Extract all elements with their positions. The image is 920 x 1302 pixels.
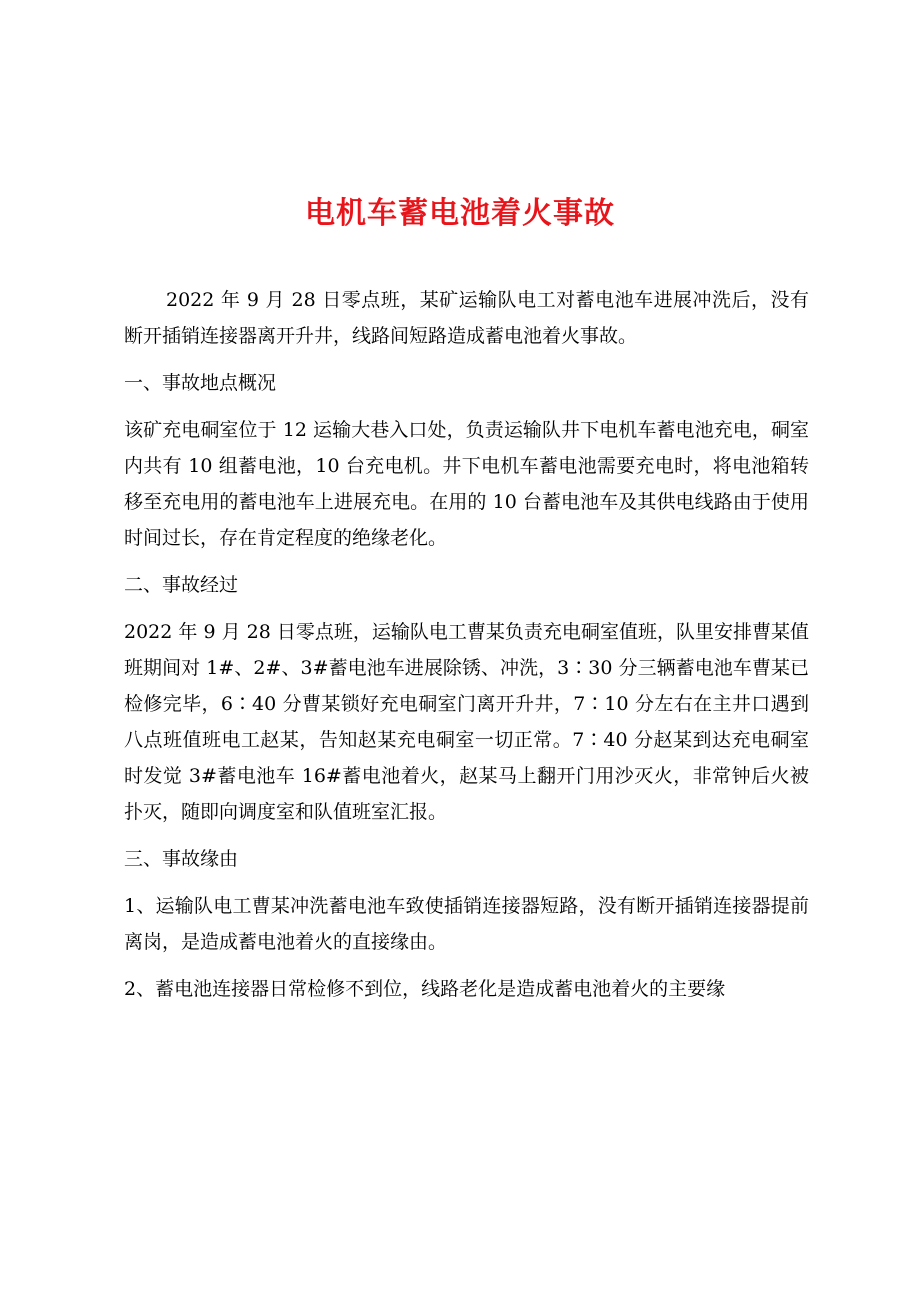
document-title: 电机车蓄电池着火事故 [305, 196, 615, 231]
location-paragraph: 该矿充电硐室位于 12 运输大巷入口处，负责运输队井下电机车蓄电池充电，硐室内共有 10 组蓄电池，10 台充电机。井下电机车蓄电池需要充电时，将电池箱转移至充电用的蓄电池车上进展充电。在用的 10 台蓄电池车及其供电线路由于使用时间过长，存在肯定程度的绝缘老化。 [124, 419, 809, 549]
section-heading-cause: 三、事故缘由 [124, 848, 239, 870]
cause-item-1: 1、运输队电工曹某冲洗蓄电池车致使插销连接器短路，没有断开插销连接器提前离岗，是造成蓄电池着火的直接缘由。 [124, 895, 809, 953]
intro-paragraph: 2022 年 9 月 28 日零点班，某矿运输队电工对蓄电池车进展冲洗后，没有断开插销连接器离开升井，线路间短路造成蓄电池着火事故。 [124, 289, 809, 347]
cause-item-2: 2、蓄电池连接器日常检修不到位，线路老化是造成蓄电池着火的主要缘 [124, 978, 726, 1000]
section-heading-location: 一、事故地点概况 [124, 372, 277, 394]
process-paragraph: 2022 年 9 月 28 日零点班，运输队电工曹某负责充电硐室值班，队里安排曹某值班期间对 1#、2#、3#蓄电池车进展除锈、冲洗，3∶30 分三辆蓄电池车曹某已检修完毕，6∶40 分曹某锁好充电硐室门离开升井，7∶10 分左右在主井口遇到八点班值班电工赵某，告知赵某充电硐室一切正常。7∶40 分赵某到达充电硐室时发觉 3#蓄电池车 16#蓄电池着火，赵某马上翻开门用沙灭火，非常钟后火被扑灭，随即向调度室和队值班室汇报。 [124, 621, 809, 823]
section-heading-process: 二、事故经过 [124, 574, 239, 596]
document-body [124, 282, 809, 1018]
